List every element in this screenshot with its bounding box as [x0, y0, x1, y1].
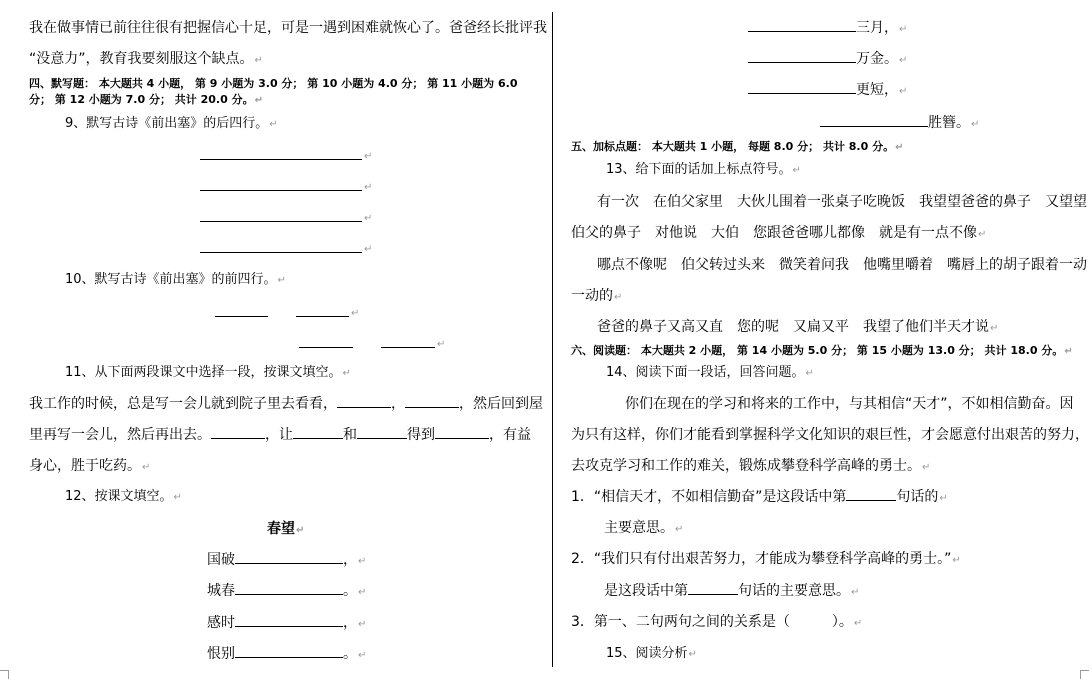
poem-fill-4: 胜簪。↵	[820, 114, 979, 134]
question-11: 11、从下面两段课文中选择一段，按课文填空。↵	[65, 365, 351, 380]
q9-blank-3[interactable]	[200, 221, 362, 222]
q11-blank-3[interactable]	[211, 426, 265, 439]
question-15: 15、阅读分析↵	[606, 646, 697, 661]
right-column	[555, 0, 1092, 678]
q14-sub-1-blank[interactable]	[846, 488, 896, 501]
poem-fill-blank-2[interactable]	[748, 50, 856, 63]
q13-line-4: 一动的↵	[571, 288, 623, 304]
q13-line-2: 伯父的鼻子 对他说 大伯 您跟爸爸哪儿都像 就是有一点不像↵	[571, 225, 987, 241]
q14-text-line-3: 去攻克学习和工作的难关，锻炼成攀登科学高峰的勇士。↵	[571, 458, 931, 474]
q14-text-line-1: 你们在现在的学习和将来的工作中，与其相信“天才”，不如相信勤奋。因	[625, 396, 1074, 412]
q10-blank-1[interactable]	[215, 316, 268, 317]
q11-line-1: 我工作的时候，总是写一会儿就到院子里去看看， ， ，然后回到屋	[29, 396, 543, 412]
poem-fill-blank-1[interactable]	[748, 19, 856, 32]
question-12: 12、按课文填空。↵	[65, 489, 182, 504]
section-5-heading: 五、加标点题： 本大题共 1 小题， 每题 8.0 分； 共计 8.0 分。↵	[571, 140, 904, 153]
q9-blank-1[interactable]	[200, 159, 362, 160]
q14-sub-1: 1．“相信天才，不如相信勤奋”是这段话中第 句话的↵	[571, 489, 948, 505]
intro-line-1: 我在做事情已前往往很有把握信心十足，可是一遇到困难就恢心了。爸爸经长批评我	[29, 20, 547, 36]
intro-line-2: “没意力”，教育我要刻服这个缺点。↵	[29, 51, 263, 67]
q10-blank-3[interactable]	[299, 347, 353, 348]
q14-sub-3: 3．第一、二句两句之间的关系是（ ）。↵	[571, 614, 863, 630]
poem-blank-3[interactable]	[235, 614, 343, 627]
poem-title: 春望↵	[267, 521, 305, 537]
q10-blank-4[interactable]	[381, 347, 435, 348]
q14-sub-2: 2．“我们只有付出艰苦努力，才能成为攀登科学高峰的勇士。”↵	[571, 551, 961, 567]
poem-fill-2: 万金。↵	[748, 50, 907, 70]
q14-sub-2-blank[interactable]	[688, 582, 738, 595]
poem-line-2: 城春 。↵	[207, 583, 367, 599]
poem-fill-3: 更短，↵	[748, 81, 907, 101]
poem-fill-1: 三月，↵	[748, 19, 907, 39]
q9-blank-2[interactable]	[200, 190, 362, 191]
poem-fill-blank-4[interactable]	[820, 114, 928, 127]
q14-text-line-2: 为只有这样，你们才能看到掌握科学文化知识的艰巨性，才会愿意付出艰苦的努力，	[571, 427, 1089, 443]
q11-blank-4[interactable]	[293, 426, 343, 439]
q13-line-1: 有一次 在伯父家里 大伙儿围着一张桌子吃晚饭 我望望爸爸的鼻子 又望望	[597, 194, 1087, 210]
poem-blank-4[interactable]	[235, 645, 343, 658]
q11-blank-2[interactable]	[405, 395, 459, 408]
question-14: 14、阅读下面一段话，回答问题。↵	[606, 365, 814, 380]
poem-line-3: 感时 ，↵	[207, 615, 367, 631]
q11-blank-5[interactable]	[357, 426, 407, 439]
poem-fill-blank-3[interactable]	[748, 81, 856, 94]
q13-line-5: 爸爸的鼻子又高又直 您的呢 又扁又平 我望了他们半天才说↵	[597, 319, 999, 335]
section-4-heading-2: 分； 第 12 小题为 7.0 分； 共计 20.0 分。↵	[29, 93, 263, 106]
section-6-heading: 六、阅读题： 本大题共 2 小题， 第 14 小题为 5.0 分； 第 15 小题为 13.0 分； 共计 18.0 分。↵	[571, 344, 1073, 357]
q9-blank-4[interactable]	[200, 252, 362, 253]
q11-line-2: 里再写一会儿，然后再出去。 ，让 和 得到 ，有益	[29, 427, 531, 443]
poem-blank-1[interactable]	[235, 551, 343, 564]
column-divider	[552, 12, 553, 667]
poem-line-1: 国破 ，↵	[207, 552, 367, 568]
q10-blank-2[interactable]	[296, 316, 349, 317]
left-column: 我在做事情已前往往很有把握信心十足，可是一遇到困难就恢心了。爸爸经长批评我 “没意力”，教育我要刻服这个缺点。↵ 四、默写题： 本大题共 4 小题， 第 9 小题为 3.0 分； 第 10 小题为 4.0 分； 第 11 小题为 6.0 分； 第 12 小题为 7.0 分； 共计 20.0 分。↵ 9、默写古诗《前出塞》的后四行。↵ ↵ ↵ ↵ ↵ 10、默写古诗《前出塞》的前四行。↵ ↵ ↵ 11、从下面两段课文中选择一段，按课文填空。↵ 我工作的时候，总是写一会儿就到院子里去看看， ， ，然后回到屋 里再写一会儿，然后再出去。 ，让 和 得到 ，有益 身心，胜于吃药。↵ 12、按课文填空。↵ 春望↵ 国破 ，↵ 城春 。↵ 感时 ，↵ 恨别 。↵	[0, 0, 552, 678]
q14-sub-2-cont: 是这段话中第 句话的主要意思。↵	[604, 583, 860, 599]
question-10: 10、默写古诗《前出塞》的前四行。↵	[65, 272, 286, 287]
q11-blank-6[interactable]	[435, 426, 489, 439]
q11-line-3: 身心，胜于吃药。↵	[29, 458, 151, 474]
question-9: 9、默写古诗《前出塞》的后四行。↵	[65, 116, 278, 131]
poem-line-4: 恨别 。↵	[207, 646, 367, 662]
poem-blank-2[interactable]	[235, 582, 343, 595]
q14-sub-1-cont: 主要意思。↵	[604, 520, 684, 536]
q13-line-3: 哪点不像呢 伯父转过头来 微笑着问我 他嘴里嚼着 嘴唇上的胡子跟着一动	[597, 257, 1087, 273]
q11-blank-1[interactable]	[337, 395, 391, 408]
question-13: 13、给下面的话加上标点符号。↵	[606, 162, 801, 177]
section-4-heading-1: 四、默写题： 本大题共 4 小题， 第 9 小题为 3.0 分； 第 10 小题为 4.0 分； 第 11 小题为 6.0	[29, 77, 518, 90]
